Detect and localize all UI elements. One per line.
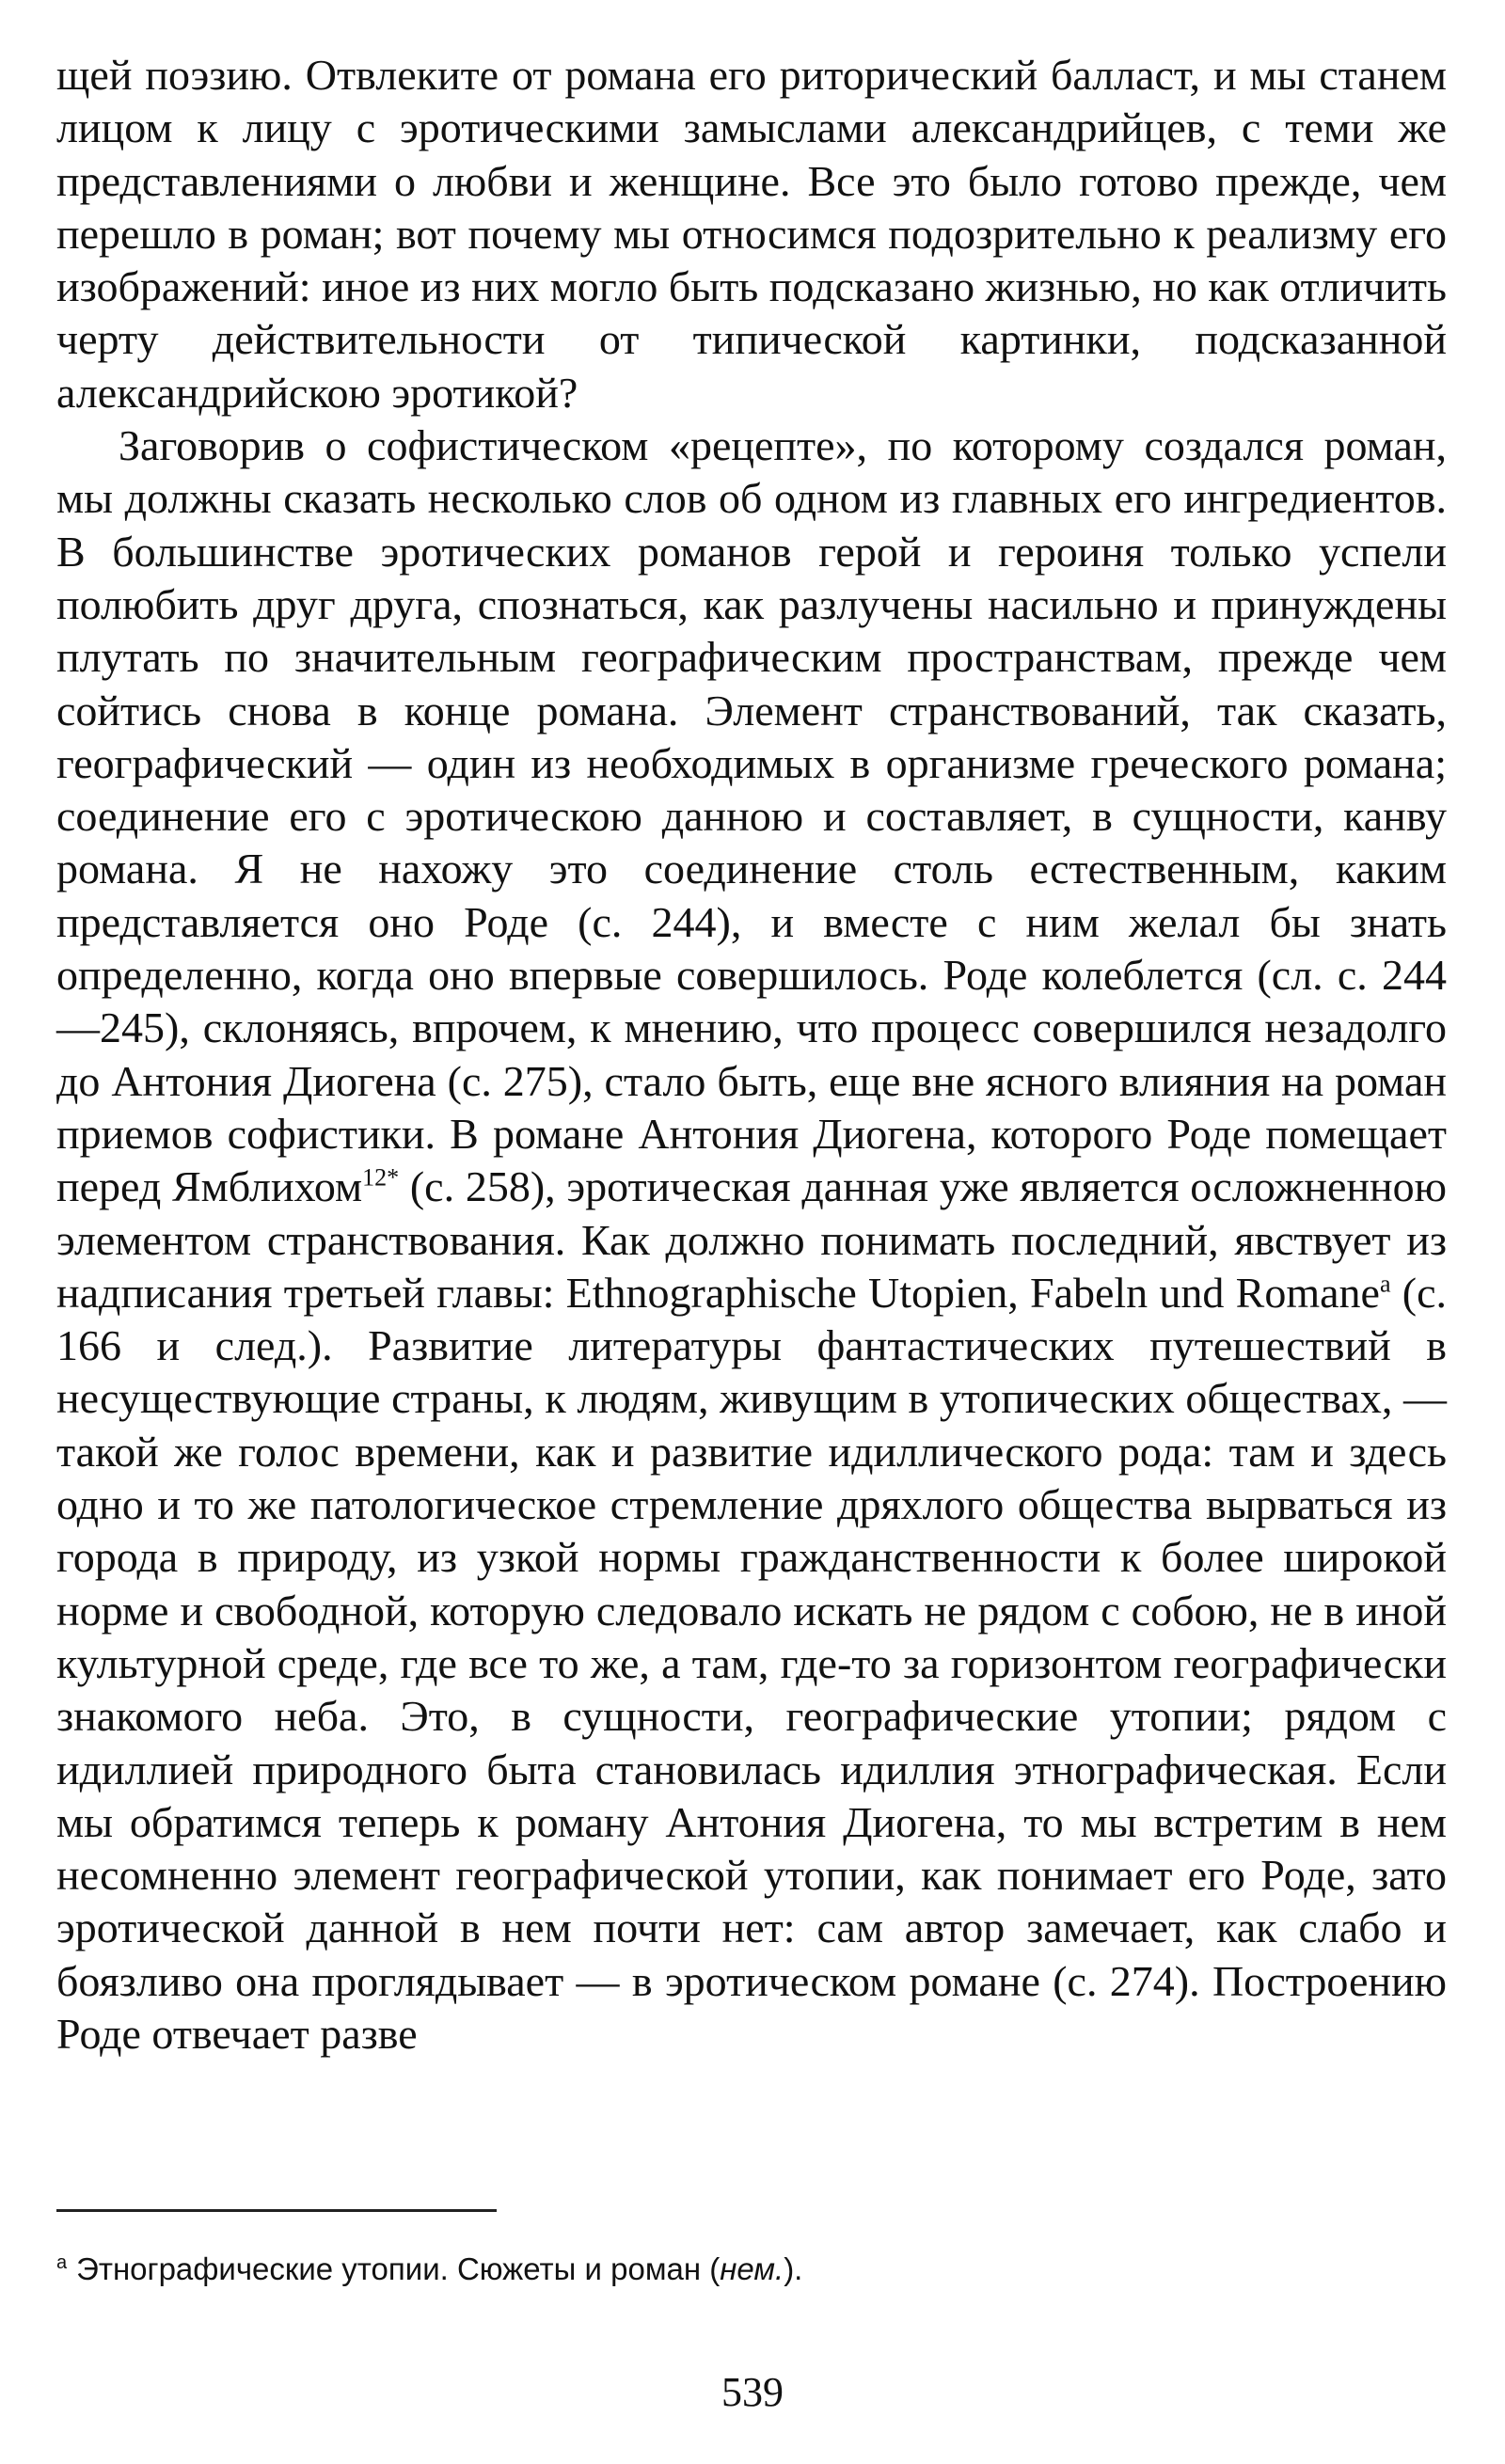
footnote-mark: a — [56, 2252, 68, 2273]
paragraph-2-part-c: (с. 166 и след.). Развитие литературы фантастических путешествий в несуществующие страны, к людям, живущим в утопических обществах, — такой же голос времени, как и развитие идиллического рода: там и здесь одно и то же патологическое стремление дряхлого общества вырваться из города в природу, из узкой нормы гражданственности к более широкой норме и свободной, которую следовало искать не рядом с собою, не в иной культурной среде, где все то же, а там, где-то за горизонтом географически знакомого неба. Это, в сущности, географические утопии; рядом с идиллией природного быта становилась идиллия этнографическая. Если мы обратимся теперь к роману Антония Диогена, то мы встретим в нем несомненно элемент географической утопии, как понимает его Роде, зато эротической данной в нем почти нет: сам автор замечает, как слабо и боязливо она проглядывает — в эротическом романе (с. 274). Построению Роде отвечает разве — [56, 1268, 1447, 2058]
page-number: 539 — [721, 2369, 784, 2415]
paragraph-2-part-b: (с. 258), эротическая данная уже является осложненною элементом странствования. Как должно понимать последний, явствует из надписания третьей главы: Ethnographische Utopien, Fabeln und Romane — [56, 1162, 1448, 1317]
footnote-close: ). — [784, 2251, 803, 2286]
paragraph-1: щей поэзию. Отвлеките от романа его риторический балласт, и мы станем лицом к лицу с эротическими замыслами александрийцев, с теми же представлениями о любви и женщине. Все это было готово прежде, чем перешло в роман; вот почему мы относимся подозрительно к реализму его изображений: иное из них могло быть подсказано жизнью, но как отличить черту действительности от типической картинки, подсказанной александрийскою эротикой? — [56, 51, 1447, 417]
footnote-lang: нем. — [720, 2251, 784, 2286]
paragraph-2 — [56, 419, 1447, 2061]
main-text — [56, 49, 1447, 2061]
footnote — [56, 2251, 1447, 2288]
endnote-ref-12: 12* — [362, 1163, 400, 1192]
footnote-text: Этнографические утопии. Сюжеты и роман ( — [76, 2251, 721, 2286]
footnote-divider — [56, 2209, 497, 2212]
footnote-ref-a: a — [1379, 1270, 1391, 1298]
page-body — [56, 49, 1447, 2061]
paragraph-2-part-a: Заговорив о софистическом «рецепте», по которому создался роман, мы должны сказать несколько слов об одном из главных его ингредиентов. В большинстве эротических романов герой и героиня только успели полюбить друг друга, спознаться, как разлучены насильно и принуждены плутать по значительным географическим пространствам, прежде чем сойтись снова в конце романа. Элемент странствований, так сказать, географический — один из необходимых в организме греческого романа; соединение его с эротическою данною и составляет, в сущности, канву романа. Я не нахожу это соединение столь естественным, каким представляется оно Роде (с. 244), и вместе с ним желал бы знать определенно, когда оно впервые совершилось. Роде колеблется (сл. с. 244—245), склоняясь, впрочем, к мнению, что процесс совершился незадолго до Антония Диогена (с. 275), стало быть, еще вне ясного влияния на роман приемов софистики. В романе Антония Диогена, которого Роде помещает перед Ямблихом — [56, 421, 1447, 1211]
